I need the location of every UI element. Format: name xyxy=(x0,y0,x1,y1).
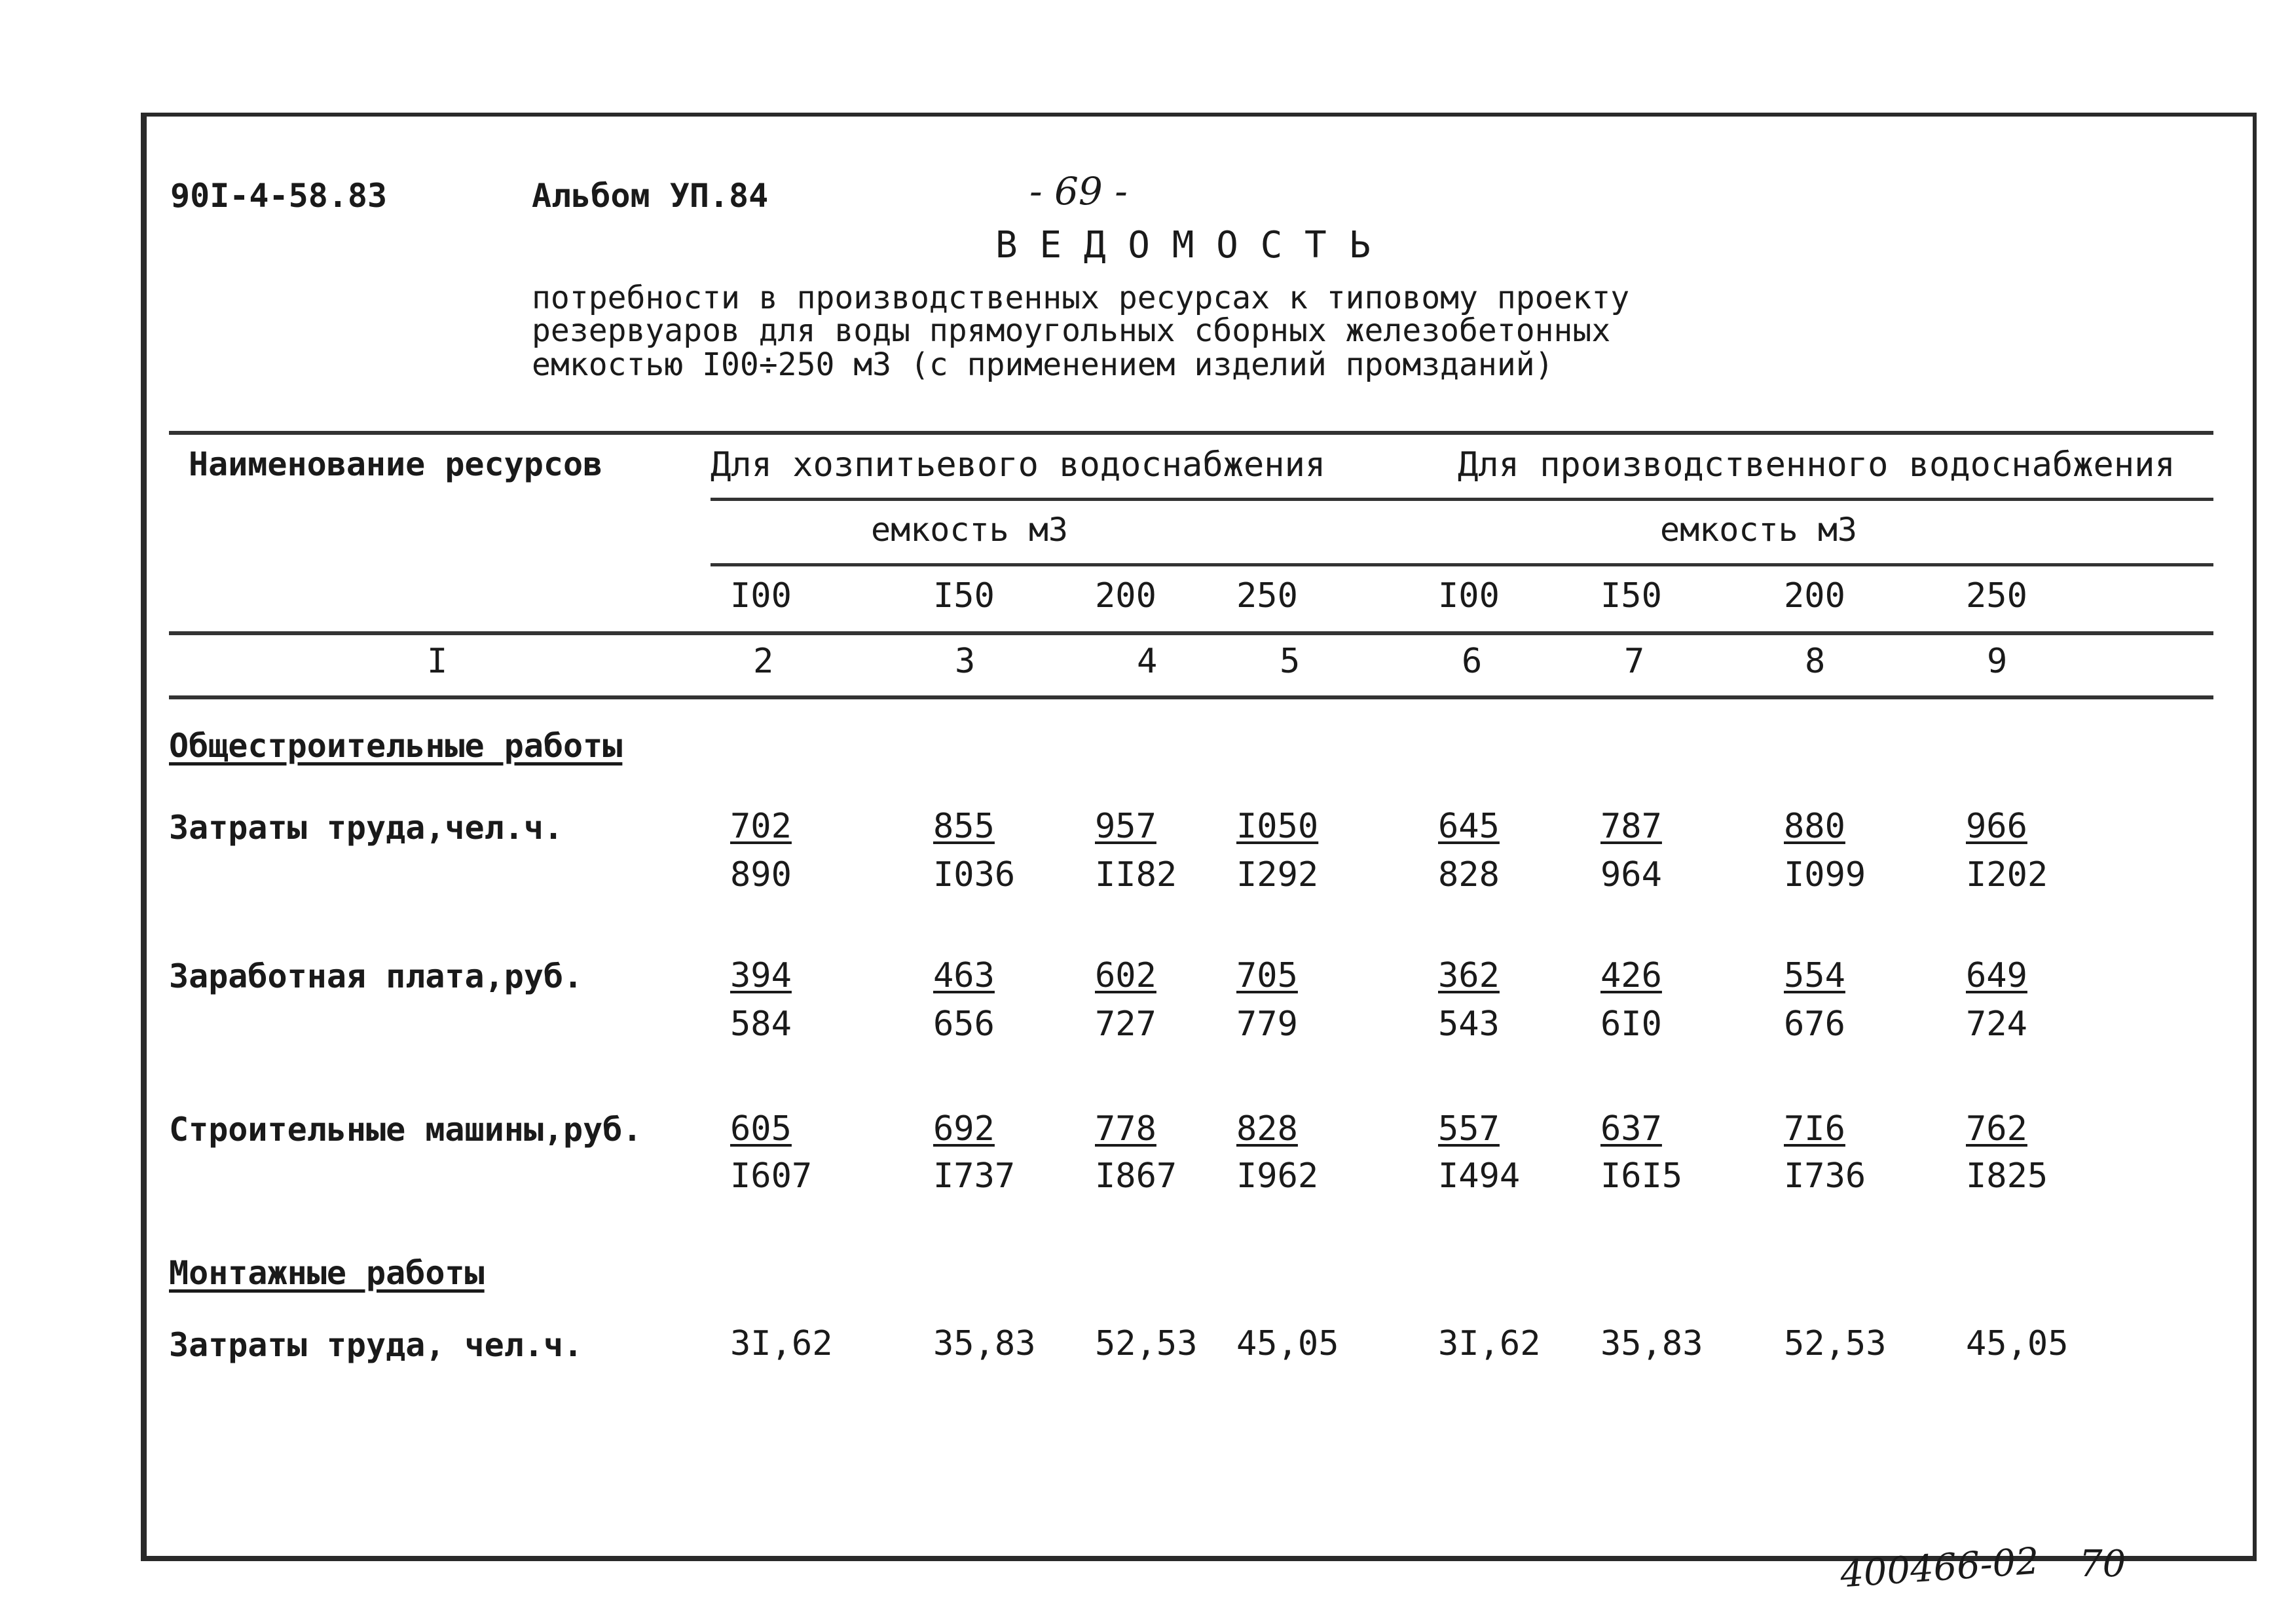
column-number: 3 xyxy=(955,642,976,681)
cell-value: I292 xyxy=(1236,855,1319,895)
capacity-cell: 250 xyxy=(1236,576,1298,616)
column-number: 8 xyxy=(1805,642,1826,681)
cell-value: 692 xyxy=(933,1109,995,1149)
sheet-number: 70 xyxy=(2079,1543,2126,1585)
column-number: 6 xyxy=(1462,642,1483,681)
column-numbers-rule xyxy=(169,695,2213,699)
column-number: I xyxy=(427,642,448,681)
cell-value: 649 xyxy=(1966,956,2027,995)
document-code: 90I-4-58.83 xyxy=(170,177,388,215)
title-line-2: резервуаров для воды прямоугольных сборных железобетонных xyxy=(532,312,1611,349)
capacity-cell: I50 xyxy=(1600,576,1662,616)
cell-value: 7I6 xyxy=(1784,1109,1845,1149)
capacity-cell: 200 xyxy=(1784,576,1845,616)
cell-value: 463 xyxy=(933,956,995,995)
cell-value: 554 xyxy=(1784,956,1845,995)
cell-value: I736 xyxy=(1784,1156,1866,1196)
cell-value: 964 xyxy=(1600,855,1662,895)
row-label-machines: Строительные машины,руб. xyxy=(169,1111,642,1149)
column-number: 5 xyxy=(1280,642,1301,681)
row-label-labor: Затраты труда,чел.ч. xyxy=(169,809,564,847)
cell-value: 656 xyxy=(933,1005,995,1044)
column-number: 9 xyxy=(1987,642,2008,681)
cell-value: 3I,62 xyxy=(730,1324,833,1363)
cell-value: 890 xyxy=(730,855,792,895)
cell-value: 394 xyxy=(730,956,792,995)
row-label-wages: Заработная плата,руб. xyxy=(169,957,583,995)
cell-value: 727 xyxy=(1095,1005,1156,1044)
capacity-cell: I50 xyxy=(933,576,995,616)
group-rule xyxy=(711,498,2213,501)
cell-value: I825 xyxy=(1966,1156,2048,1196)
cell-value: 645 xyxy=(1438,807,1500,846)
capacity-label-industrial: емкость м3 xyxy=(1660,511,1858,549)
cell-value: 779 xyxy=(1236,1005,1298,1044)
cell-value: 45,05 xyxy=(1236,1324,1339,1363)
column-number: 7 xyxy=(1624,642,1645,681)
document-heading: В Е Д О М О С Т Ь xyxy=(995,224,1371,267)
cell-value: 966 xyxy=(1966,807,2027,846)
cell-value: 637 xyxy=(1600,1109,1662,1149)
cell-value: 45,05 xyxy=(1966,1324,2069,1363)
title-line-1: потребности в производственных ресурсах к типовому проекту xyxy=(532,280,1630,316)
row-label-mount-labor: Затраты труда, чел.ч. xyxy=(169,1326,583,1364)
cell-value: 543 xyxy=(1438,1005,1500,1044)
cell-value: 35,83 xyxy=(1600,1324,1703,1363)
cell-value: 676 xyxy=(1784,1005,1845,1044)
album-label: Альбом УП.84 xyxy=(532,177,769,215)
cell-value: 957 xyxy=(1095,807,1156,846)
cell-value: I607 xyxy=(730,1156,813,1196)
cell-value: 362 xyxy=(1438,956,1500,995)
section-heading-assembly: Монтажные работы xyxy=(169,1254,485,1292)
capacity-cell: 200 xyxy=(1095,576,1156,616)
capacity-cell: 250 xyxy=(1966,576,2027,616)
column-number: 2 xyxy=(753,642,774,681)
cell-value: I867 xyxy=(1095,1156,1177,1196)
archive-stamp: 400466-02 xyxy=(1839,1540,2041,1596)
column-header-name: Наименование ресурсов xyxy=(189,445,603,483)
cell-value: 584 xyxy=(730,1005,792,1044)
cell-value: I494 xyxy=(1438,1156,1521,1196)
cell-value: 787 xyxy=(1600,807,1662,846)
group-header-industrial: Для производственного водоснабжения xyxy=(1458,445,2175,485)
group-header-household: Для хозпитьевого водоснабжения xyxy=(711,445,1326,485)
section-heading-general: Общестроительные работы xyxy=(169,727,623,765)
cell-value: 762 xyxy=(1966,1109,2027,1149)
title-line-3: емкостью I00÷250 м3 (с применением изделий промзданий) xyxy=(532,346,1554,383)
cell-value: 880 xyxy=(1784,807,1845,846)
capacity-label-household: емкость м3 xyxy=(871,511,1069,549)
cell-value: 6I0 xyxy=(1600,1005,1662,1044)
cell-value: 557 xyxy=(1438,1109,1500,1149)
cell-value: I962 xyxy=(1236,1156,1319,1196)
cell-value: 35,83 xyxy=(933,1324,1036,1363)
cell-value: 828 xyxy=(1236,1109,1298,1149)
column-number: 4 xyxy=(1137,642,1158,681)
cell-value: 602 xyxy=(1095,956,1156,995)
cell-value: 605 xyxy=(730,1109,792,1149)
cell-value: 52,53 xyxy=(1095,1324,1198,1363)
header-bottom-rule xyxy=(169,631,2213,635)
cell-value: 778 xyxy=(1095,1109,1156,1149)
capacity-rule xyxy=(711,563,2213,566)
cell-value: 426 xyxy=(1600,956,1662,995)
cell-value: 724 xyxy=(1966,1005,2027,1044)
cell-value: II82 xyxy=(1095,855,1177,895)
cell-value: I202 xyxy=(1966,855,2048,895)
cell-value: I036 xyxy=(933,855,1016,895)
capacity-cell: I00 xyxy=(1438,576,1500,616)
cell-value: 52,53 xyxy=(1784,1324,1887,1363)
cell-value: I050 xyxy=(1236,807,1319,846)
cell-value: 855 xyxy=(933,807,995,846)
cell-value: 705 xyxy=(1236,956,1298,995)
page-number: - 69 - xyxy=(1029,169,1128,213)
cell-value: I737 xyxy=(933,1156,1016,1196)
cell-value: 828 xyxy=(1438,855,1500,895)
cell-value: 702 xyxy=(730,807,792,846)
cell-value: 3I,62 xyxy=(1438,1324,1541,1363)
cell-value: I099 xyxy=(1784,855,1866,895)
capacity-cell: I00 xyxy=(730,576,792,616)
table-top-rule xyxy=(169,431,2213,435)
cell-value: I6I5 xyxy=(1600,1156,1683,1196)
